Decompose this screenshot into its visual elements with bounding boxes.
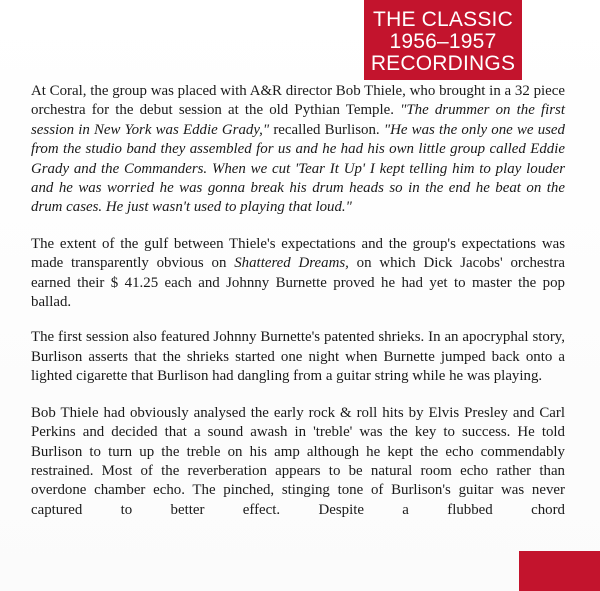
paragraph-1-quote-1: "The drummer on the first session in New York was Eddie Grady," (31, 102, 565, 138)
footer-accent-bar (519, 551, 600, 591)
paragraph-1-intro: At Coral, the group was placed with A&R director Bob Thiele, who brought in a 32 piece orchestra for the debut session at the old Pythian Temple. (31, 83, 565, 119)
title-line-3: RECORDINGS (370, 52, 516, 75)
paragraph-2-song-title: Shattered Dreams, (234, 255, 349, 272)
paragraph-1-mid: recalled Burlison. (269, 121, 384, 138)
article-body (31, 82, 565, 520)
paragraph-3: The first session also featured Johnny Burnette's patented shrieks. In an apocryphal story, Burlison asserts that the shrieks started one night when Burnette jumped back onto a lighted cigarette that Burlison had dangling from a guitar string while he was playing. (31, 329, 565, 385)
title-banner (364, 0, 522, 80)
paragraph-2 (31, 235, 565, 313)
paragraph-2-before: The extent of the gulf between Thiele's expectations and the group's expectations was made transparently obvious on (31, 235, 565, 272)
paragraph-2-after: on which Dick Jacobs' orchestra earned their $ 41.25 each and Johnny Burnette proved he had yet to master the pop ballad. (31, 255, 566, 311)
title-line-1: THE CLASSIC (373, 8, 513, 31)
paragraph-4: Bob Thiele had obviously analysed the early rock & roll hits by Elvis Presley and Carl Perkins and decided that a sound awash in 'treble' was the key to success. He told Burlison to turn up the treble on his amp although he kept the echo commendably restrained. Most of the reverberation appears to be natural room echo rather than overdone chamber echo. The pinched, stinging tone of Burlison's guitar was never captured to better effect. Despite a flubbed chord (31, 404, 565, 518)
paragraph-1-quote-2: "He was the only one we used from the studio band they assembled for us and he had his own little group called Eddie Grady and the Commanders. When we cut 'Tear It Up' I kept telling him to play louder and he was worried he was gonna break his drum heads so in the end he beat on the drum cases. He just wasn't used to playing that loud." (31, 121, 565, 216)
paragraph-1 (31, 82, 565, 218)
title-line-2: 1956–1957 (389, 30, 497, 53)
